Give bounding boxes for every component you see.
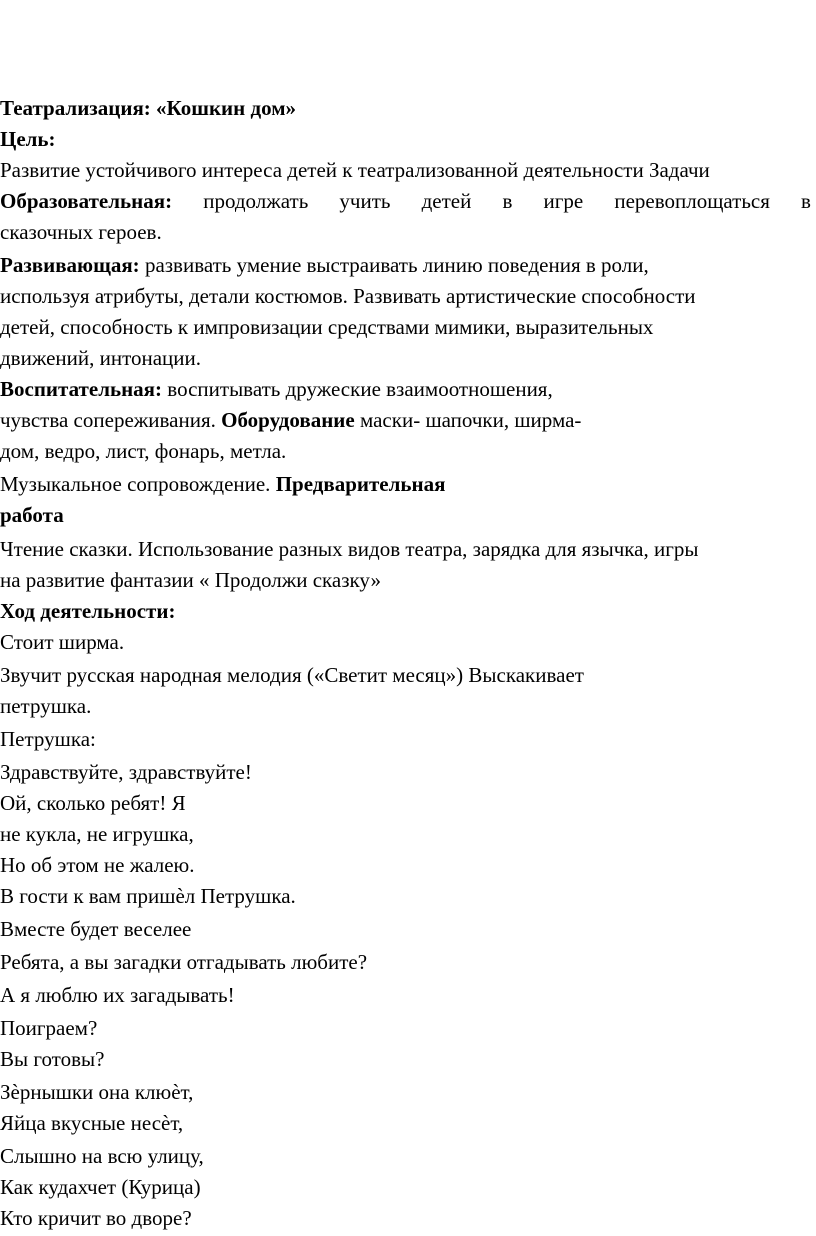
document-title: Театрализация: «Кошкин дом»	[0, 96, 297, 120]
script-line: А я люблю их загадывать!	[0, 983, 235, 1007]
script-line: Как кудахчет (Курица)	[0, 1175, 201, 1199]
educational-word: учить	[339, 189, 391, 213]
upbringing-label: Воспитательная:	[0, 377, 163, 401]
prelim-work-line-1: Чтение сказки. Использование разных видов театра, зарядка для язычка, игры	[0, 537, 699, 561]
educational-line-2: сказочных героев.	[0, 220, 162, 244]
script-line: петрушка.	[0, 694, 92, 718]
script-line: В гости к вам пришѐл Петрушка.	[0, 884, 296, 908]
prelim-work-line-2: на развитие фантазии « Продолжи сказку»	[0, 568, 381, 592]
developing-text: развивать умение выстраивать линию поведения в роли,	[139, 253, 649, 277]
educational-line-1	[0, 187, 811, 215]
goal-text: Развитие устойчивого интереса детей к театрализованной деятельности Задачи	[0, 158, 710, 182]
goal-heading: Цель:	[0, 127, 56, 151]
script-line: Здравствуйте, здравствуйте!	[0, 760, 252, 784]
educational-word: в	[502, 189, 513, 213]
educational-word: перевоплощаться	[614, 189, 770, 213]
prelim-label-2: работа	[0, 503, 64, 527]
upbringing-text-start: чувства сопереживания.	[0, 408, 222, 432]
script-line: Слышно на всю улицу,	[0, 1144, 204, 1168]
script-line: Яйца вкусные несѐт,	[0, 1111, 184, 1135]
developing-line-1	[0, 251, 649, 279]
developing-line-2: используя атрибуты, детали костюмов. Развивать артистические способности	[0, 284, 696, 308]
equipment-label: Оборудование	[221, 408, 355, 432]
developing-line-4: движений, интонации.	[0, 346, 202, 370]
equipment-text: маски- шапочки, ширма-	[354, 408, 582, 432]
educational-word: в	[801, 189, 811, 213]
educational-label: Образовательная:	[0, 189, 173, 213]
script-line: Петрушка:	[0, 727, 96, 751]
music-text: Музыкальное сопровождение.	[0, 472, 276, 496]
script-line: Вы готовы?	[0, 1047, 105, 1071]
upbringing-text: воспитывать дружеские взаимоотношения,	[162, 377, 553, 401]
script-line: Вместе будет веселее	[0, 917, 192, 941]
script-line: Поиграем?	[0, 1016, 98, 1040]
music-line	[0, 470, 445, 498]
prelim-label-1: Предварительная	[275, 472, 446, 496]
upbringing-line-2	[0, 406, 581, 434]
script-line: не кукла, не игрушка,	[0, 822, 194, 846]
educational-word: игре	[543, 189, 584, 213]
script-line: Зѐрнышки она клюѐт,	[0, 1080, 194, 1104]
equipment-line-2: дом, ведро, лист, фонарь, метла.	[0, 439, 287, 463]
script-line: Но об этом не жалею.	[0, 853, 195, 877]
script-line: Ой, сколько ребят! Я	[0, 791, 186, 815]
progress-heading: Ход деятельности:	[0, 599, 176, 623]
educational-word: детей	[421, 189, 472, 213]
script-line: Кто кричит во дворе?	[0, 1206, 192, 1230]
educational-word: продолжать	[203, 189, 309, 213]
script-line: Стоит ширма.	[0, 630, 125, 654]
developing-label: Развивающая:	[0, 253, 140, 277]
upbringing-line-1	[0, 375, 553, 403]
script-line: Звучит русская народная мелодия («Светит месяц») Выскакивает	[0, 663, 584, 687]
developing-line-3: детей, способность к импровизации средствами мимики, выразительных	[0, 315, 654, 339]
script-line: Ребята, а вы загадки отгадывать любите?	[0, 950, 368, 974]
